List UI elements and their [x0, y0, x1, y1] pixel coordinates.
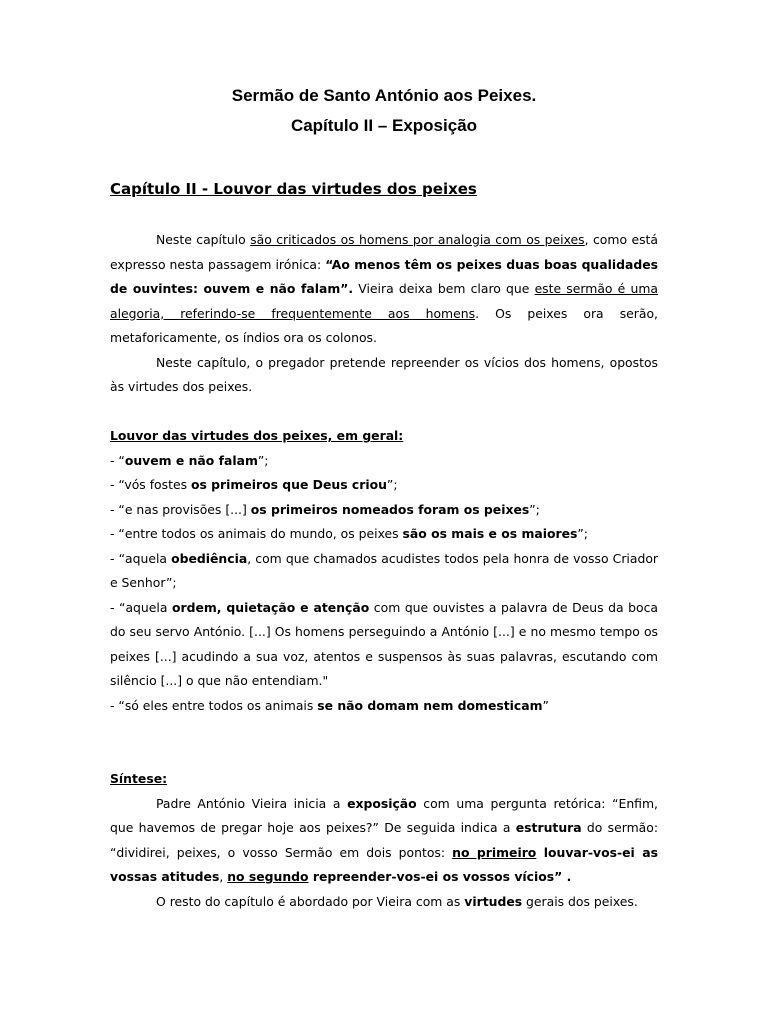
bold-underlined-text: no segundo [227, 869, 309, 884]
text-span: ”; [257, 452, 269, 468]
bold-text: repreender-vos-ei os vossos vícios” . [308, 869, 572, 884]
text-span: - “ [110, 452, 125, 468]
list-item [110, 473, 658, 498]
bold-text: estrutura [515, 820, 582, 835]
text-span: gerais dos peixes. [522, 893, 638, 909]
underlined-text: são criticados os homens por analogia com os peixes [250, 232, 585, 247]
text-span: - “vós fostes [110, 477, 191, 492]
bold-text: os primeiros que Deus criou [190, 477, 387, 492]
section-heading: Capítulo II - Louvor das virtudes dos peixes [110, 180, 477, 198]
text-span: - “e nas provisões [...] [110, 501, 251, 517]
list-item [110, 694, 658, 719]
text-span: , [219, 869, 228, 884]
text-span: - “só eles entre todos os animais [110, 697, 318, 713]
text-span: ”; [386, 477, 398, 492]
text-span: Padre António Vieira inicia a [156, 795, 348, 811]
text-span: Vieira deixa bem claro que [353, 281, 535, 296]
text-span: ”; [529, 501, 540, 517]
intro-section [110, 228, 658, 400]
bold-text: ouvem e não falam [124, 452, 258, 468]
text-span: - “entre todos os animais do mundo, os peixes [110, 526, 403, 541]
bold-text: são os mais e os maiores [402, 526, 578, 541]
text-span: , como está expresso nesta passagem irónica: [110, 232, 659, 272]
bold-text: obediência [171, 550, 248, 566]
list-item [110, 522, 658, 547]
text-span: - “aquela [110, 599, 172, 615]
text-span: . Os peixes ora serão, metaforicamente, os índios ora os colonos. [110, 305, 658, 345]
bold-text: ordem, quietação e atenção [171, 599, 370, 615]
text-span: - “aquela [110, 550, 172, 566]
bold-text: se não domam nem domesticam [317, 697, 543, 713]
text-span: com uma pergunta retórica: “Enfim, que havemos de pregar hoje aos peixes?” De seguida indica a [110, 795, 658, 835]
sintese-heading: Síntese: [110, 771, 168, 786]
text-span: do sermão: “dividirei, peixes, o vosso Sermão em dois pontos: [110, 820, 658, 860]
list-item [110, 596, 658, 694]
sintese-paragraph-2 [110, 890, 658, 915]
sintese-section [110, 767, 658, 914]
text-span: ” [542, 697, 549, 713]
text-span: ”; [577, 526, 588, 541]
text-span: com que ouvistes a palavra de Deus da boca do seu servo António. [...] Os homens perseguindo a António [...] e no mesmo tempo os peixes [...] acudindo a sua voz, atentos e suspensos às suas palavras, escutando com silêncio [...] o que não entendiam." [110, 599, 658, 688]
intro-paragraph-2: Neste capítulo, o pregador pretende repreender os vícios dos homens, opostos às virtudes dos peixes. [110, 354, 658, 394]
text-span: O resto do capítulo é abordado por Vieira com as [156, 893, 465, 909]
bold-text: os primeiros nomeados foram os peixes [250, 501, 530, 517]
text-span: Neste capítulo [156, 232, 251, 247]
list-item [110, 449, 658, 474]
intro-paragraph-1 [110, 228, 658, 351]
bold-text: virtudes [464, 893, 523, 909]
bold-quote: “Ao menos têm os peixes duas boas qualidades de ouvintes: ouvem e não falam”. [110, 256, 658, 296]
document-title: Sermão de Santo António aos Peixes. [231, 86, 537, 105]
louvor-section [110, 424, 658, 718]
bold-underlined-text: no primeiro [452, 844, 537, 860]
bold-text: exposição [347, 795, 417, 811]
louvor-heading: Louvor das virtudes dos peixes, em geral: [110, 428, 404, 443]
document-subtitle: Capítulo II – Exposição [290, 116, 478, 135]
sintese-paragraph-1 [110, 792, 658, 890]
list-item [110, 547, 658, 596]
bold-text: louvar-vos-ei as vossas atitudes [110, 844, 658, 884]
list-item [110, 498, 658, 523]
underlined-text: este sermão é uma alegoria, referindo-se frequentemente aos homens [110, 281, 658, 321]
text-span: , com que chamados acudistes todos pela honra de vosso Criador e Senhor”; [110, 550, 658, 590]
